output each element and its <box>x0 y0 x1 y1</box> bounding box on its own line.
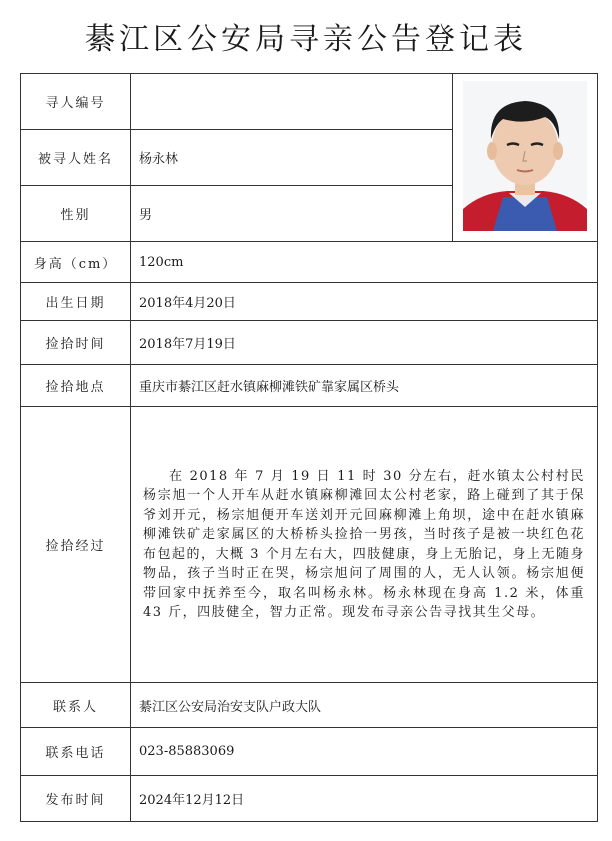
label-contact-phone: 联系电话 <box>21 728 131 776</box>
row-birth-date <box>21 283 598 321</box>
value-height: 120cm <box>131 242 598 283</box>
label-birth-date: 出生日期 <box>21 283 131 321</box>
row-found-time <box>21 321 598 365</box>
value-found-details-cell <box>131 407 598 683</box>
label-publish-date: 发布时间 <box>21 776 131 822</box>
value-contact-phone: 023-85883069 <box>131 728 598 776</box>
label-height: 身高（cm） <box>21 242 131 283</box>
found-details-text: 在 2018 年 7 月 19 日 11 时 30 分左右，赶水镇太公村村民杨宗旭一个人开车从赶水镇麻柳滩回太公村老家，路上碰到了其于保爷刘开元，杨宗旭便开车送刘开元回麻柳滩上角坝，途中在赶水镇麻柳滩铁矿走家属区的大桥桥头捡拾一男孩，当时孩子是被一块红色花布包起的，大概 3 个月左右大，四肢健康，身上无胎记，身上无随身物品，孩子当时正在哭，杨宗旭问了周围的人，无人认领。杨宗旭便带回家中抚养至今，取名叫杨永林。杨永林现在身高 1.2 米，体重 43 斤，四肢健全，智力正常。现发布寻亲公告寻找其生父母。 <box>143 468 585 620</box>
value-gender: 男 <box>131 186 453 242</box>
value-contact-person: 綦江区公安局治安支队户政大队 <box>131 683 598 728</box>
value-found-place: 重庆市綦江区赶水镇麻柳滩铁矿靠家属区桥头 <box>131 365 598 407</box>
value-found-time: 2018年7月19日 <box>131 321 598 365</box>
registration-form-table <box>20 73 598 822</box>
row-contact-person <box>21 683 598 728</box>
label-found-details: 捡拾经过 <box>21 407 131 683</box>
row-contact-phone <box>21 728 598 776</box>
label-contact-person: 联系人 <box>21 683 131 728</box>
value-birth-date: 2018年4月20日 <box>131 283 598 321</box>
label-found-place: 捡拾地点 <box>21 365 131 407</box>
row-height <box>21 242 598 283</box>
row-publish-date <box>21 776 598 822</box>
label-name: 被寻人姓名 <box>21 130 131 186</box>
value-publish-date: 2024年12月12日 <box>131 776 598 822</box>
row-found-details <box>21 407 598 683</box>
value-person-id <box>131 74 453 130</box>
label-found-time: 捡拾时间 <box>21 321 131 365</box>
label-gender: 性别 <box>21 186 131 242</box>
child-photo <box>463 81 587 231</box>
row-person-id <box>21 74 598 130</box>
photo-cell <box>453 74 598 242</box>
row-found-place <box>21 365 598 407</box>
label-person-id: 寻人编号 <box>21 74 131 130</box>
value-name: 杨永林 <box>131 130 453 186</box>
form-title: 綦江区公安局寻亲公告登记表 <box>85 22 527 57</box>
